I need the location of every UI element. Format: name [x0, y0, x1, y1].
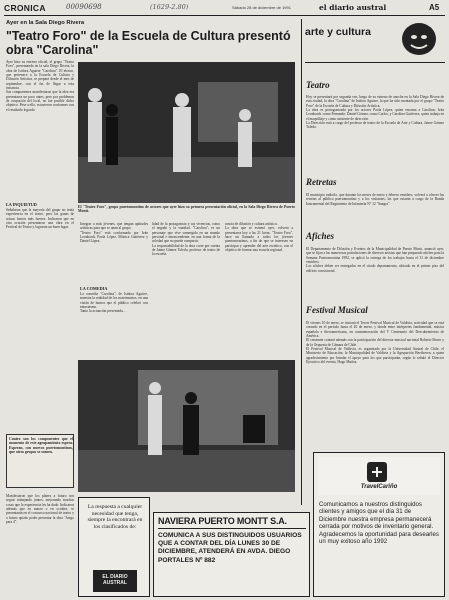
travel-ad-body: Comunicamos a nuestros distinguidos clientes y amigos que el día 31 de Diciembre nuestra empresa permanecerá cerrada por motivos de inventario general. Agradecemos la oportunidad para desearles un muy exitoso año 1992: [319, 501, 439, 546]
travel-ad: [313, 452, 445, 597]
naviera-ad-body: COMUNICA A SUS DISTINGUIDOS USUARIOS QUE A CONTAR DEL DÍA LUNES 30 DE DICIEMBRE, ATENDERÁ EN AVDA. DIEGO PORTALES Nº 882: [158, 532, 302, 564]
stage-scene-image: [78, 62, 295, 203]
paper-name: el diario austral: [319, 3, 387, 12]
story-headline: "Teatro Foro" de la Escuela de Cultura presentó obra "Carolina": [6, 29, 291, 57]
sidebar-header-rule: [305, 62, 445, 63]
story-col1-text2: Señalaron que la mayoría del grupo no tenía experiencia en el teatro, pero las ganas de actuar fueron más fuertes. Indicaron que en otra ocasión presentaron una obra en el Festival de Teatro y lograron un buen lugar.: [6, 208, 75, 230]
naviera-ad-headline: NAVIERA PUERTO MONTT S.A.: [158, 516, 287, 526]
sidebar-item4-title: Festival Musical: [306, 305, 368, 315]
photo-2-caption-box: [6, 434, 74, 488]
story-col4-text: rancia de difusión y cultura artística. La obra que se estrenó ayer, volverá a presentarse hoy a las 21 horas. "Teatro Foro", hace un llamado a todos los jóvenes puertomontinos, a fin de que se interesen en participar y aprender del arte escénico, con el objetivo de formar una escuela regional.: [225, 222, 293, 253]
story-col2-text2: La comedia "Carolina", de Isidora Aguirre, muestra la realidad de los matrimonios, en una visión de humor que el público celebró con entusiasmo. Tanto la actuación presentada...: [80, 292, 148, 314]
travel-logo-icon: [366, 461, 388, 483]
photo-1-caption: El "Teatro Foro", grupo puertomontino de actores que ayer hizo su primera presentación oficial, en la Sala Diego Rivera de Puerto Montt.: [78, 205, 296, 214]
story-col3-text: lidad de la protagonista y sus vivencias, como el engaño y la vanidad. "Carolina", es un personaje que vive sumergida en un mundo personal e intrascendente, en una forma de la soledad que no puede compartir. La responsabilidad de la obra corre por cuenta de Jaime Gómez Toledo, profesor de teatro de la escuela.: [152, 222, 220, 257]
classified-ad-text: La respuesta a cualquier necesidad que tenga, siempre la encontrará en los clasificados de:: [87, 504, 143, 530]
header-rule: [4, 15, 445, 16]
story-photo-1: [78, 62, 295, 203]
sidebar-item1-text: Hoy se presentará por segunda vez, luego de su estreno de anoche en la Sala Diego Rivera de esta ciudad, la obra "Carolina" de Isidora Aguirre, la que ha sido montada por el grupo "Teatro Foro" de la Escuela de Cultura y Difusión Artística. La obra es protagonizada por los actores Paola López, quien encarna a Carolina; Iván Leonhardt, como Fernando; Daniel Gómez, como Carlos, y Carolina Gutiérrez, quien trabaja en el maquillaje y como asistente de dirección. La Dirección está a cargo del profesor de teatro de la Escuela de Arte y Cultura, Jaime Gómez Toledo.: [306, 95, 444, 130]
sidebar-item2-title: Retretas: [306, 177, 337, 187]
story-photo-2: [78, 360, 295, 492]
sidebar-divider: [301, 19, 302, 505]
issue-date: Sábado 28 de diciembre de 1991: [232, 5, 291, 10]
story-kicker: Ayer en la Sala Diego Rivera: [6, 20, 85, 26]
story-col1-subhead: LA INQUIETUD: [6, 202, 37, 207]
story-bottom-text: Manifestaron que los planes a futuro son seguir trabajando juntos, mejorando muchas cosas que la experiencia les ha dado. Indicaron además que en marzo o en octubre, se presentarán en el concurso nacional de teatro y a futuro quizás poder presentar la obra "Juego para 4".: [6, 494, 75, 525]
story-col1-text: Ayer hizo su estreno oficial, el grupo "Teatro Foro", presentando en la sala Diego Rivera, la obra de Isidora Aguirre "Carolina". El elenco, que pertenece a la Escuela de Cultura y Difusión Artística, se preparó desde el mes de septiembre, con el fin de llegar a esta instancia. Sus componentes manifestaron que la idea era presentarse un poco antes, pero por problemas de ocupación del local, no fue posible dicho objetivo. Pese a ello, estuvieron conformes con el resultado logrado.: [6, 60, 74, 112]
photo-2-caption: Cuatro son los componentes que el momento de este agrupamiento espera. Esperan, con nuevos puertomontinos, que otros grupos se sumen.: [9, 437, 74, 455]
issue-mark: 00090698: [66, 3, 102, 11]
sidebar-section-title: arte y cultura: [305, 26, 371, 38]
naviera-ad: [153, 512, 310, 597]
handwritten-note: (1629-2.80): [150, 3, 189, 11]
section-label: CRONICA: [4, 3, 46, 13]
travel-ad-brand: TravelCariño: [360, 484, 398, 490]
classified-ad-brand: EL DIARIO AUSTRAL: [93, 570, 137, 592]
sidebar-item1-title: Teatro: [306, 80, 330, 90]
sidebar-header: [305, 19, 445, 61]
story-col2-subhead: LA COMEDIA: [80, 286, 108, 291]
sidebar-item2-text: El municipio radiofio, que durante los meses de enero y febrero venidero, volverá a ofrecer las retretas al público puertomontino y a los visitantes, las que estarán a cargo de la Banda Instrumental del Regimiento de Infantería N° 12 "Sangra".: [306, 193, 445, 206]
page-header: [4, 3, 445, 15]
sidebar-item3-title: Afiches: [306, 231, 334, 241]
theater-masks-icon: [400, 21, 438, 57]
sidebar-item3-text: El Departamento de Difusión y Eventos de la Municipalidad de Puerto Montt, anunció ayer, que se fijan a las numerosas postulaciones de diversos artistas que han preparado afiches para la Semana Puertomontina 1992, se aplicó la entrega de los trabajos hasta el 31 de diciembre venidero. Los afiches deben ser entregados en el citado departamento, ubicado en el primer piso del edificio consistorial.: [306, 247, 445, 273]
stage-scene-image-2: [78, 360, 295, 492]
classified-ad: [78, 497, 150, 597]
sidebar-item4-text: El viernes 10 de enero, se iniciará el Tercer Festival Musical de Valdivia, actividad que se está creando en el periodo hasta el 20 de enero, y donde entre intérpretes fundamental, música española e iberoamericana, en conmemoración del V Centenario del Descubrimiento de América. El certamen contará además con la participación del director musical nacional Roberto Bravo y de la Orquesta de Cámara de Chile. El Festival Musical de Valdivia, es organizado por la Universidad Austral de Chile, el Ministerio de Educación, la Municipalidad de Valdivia y la Agrupación Beethoven, a quien agradecimiento por brindar el apoyo para los que participarán, según lo señaló el Director Ejecutivo del evento, Hugo Muñoz.: [306, 321, 444, 365]
naviera-ad-rule: [158, 528, 306, 529]
travel-ad-logo-box: [318, 457, 440, 495]
page-number: A5: [429, 3, 440, 12]
story-col2-text: Integrar a más jóvenes, que tengan aptitudes artísticas para que se unan al grupo. "Teatro Foro" está conformado por Iván Leonhardt, Paola López, Mónica Gutiérrez y Daniel López.: [80, 222, 148, 244]
